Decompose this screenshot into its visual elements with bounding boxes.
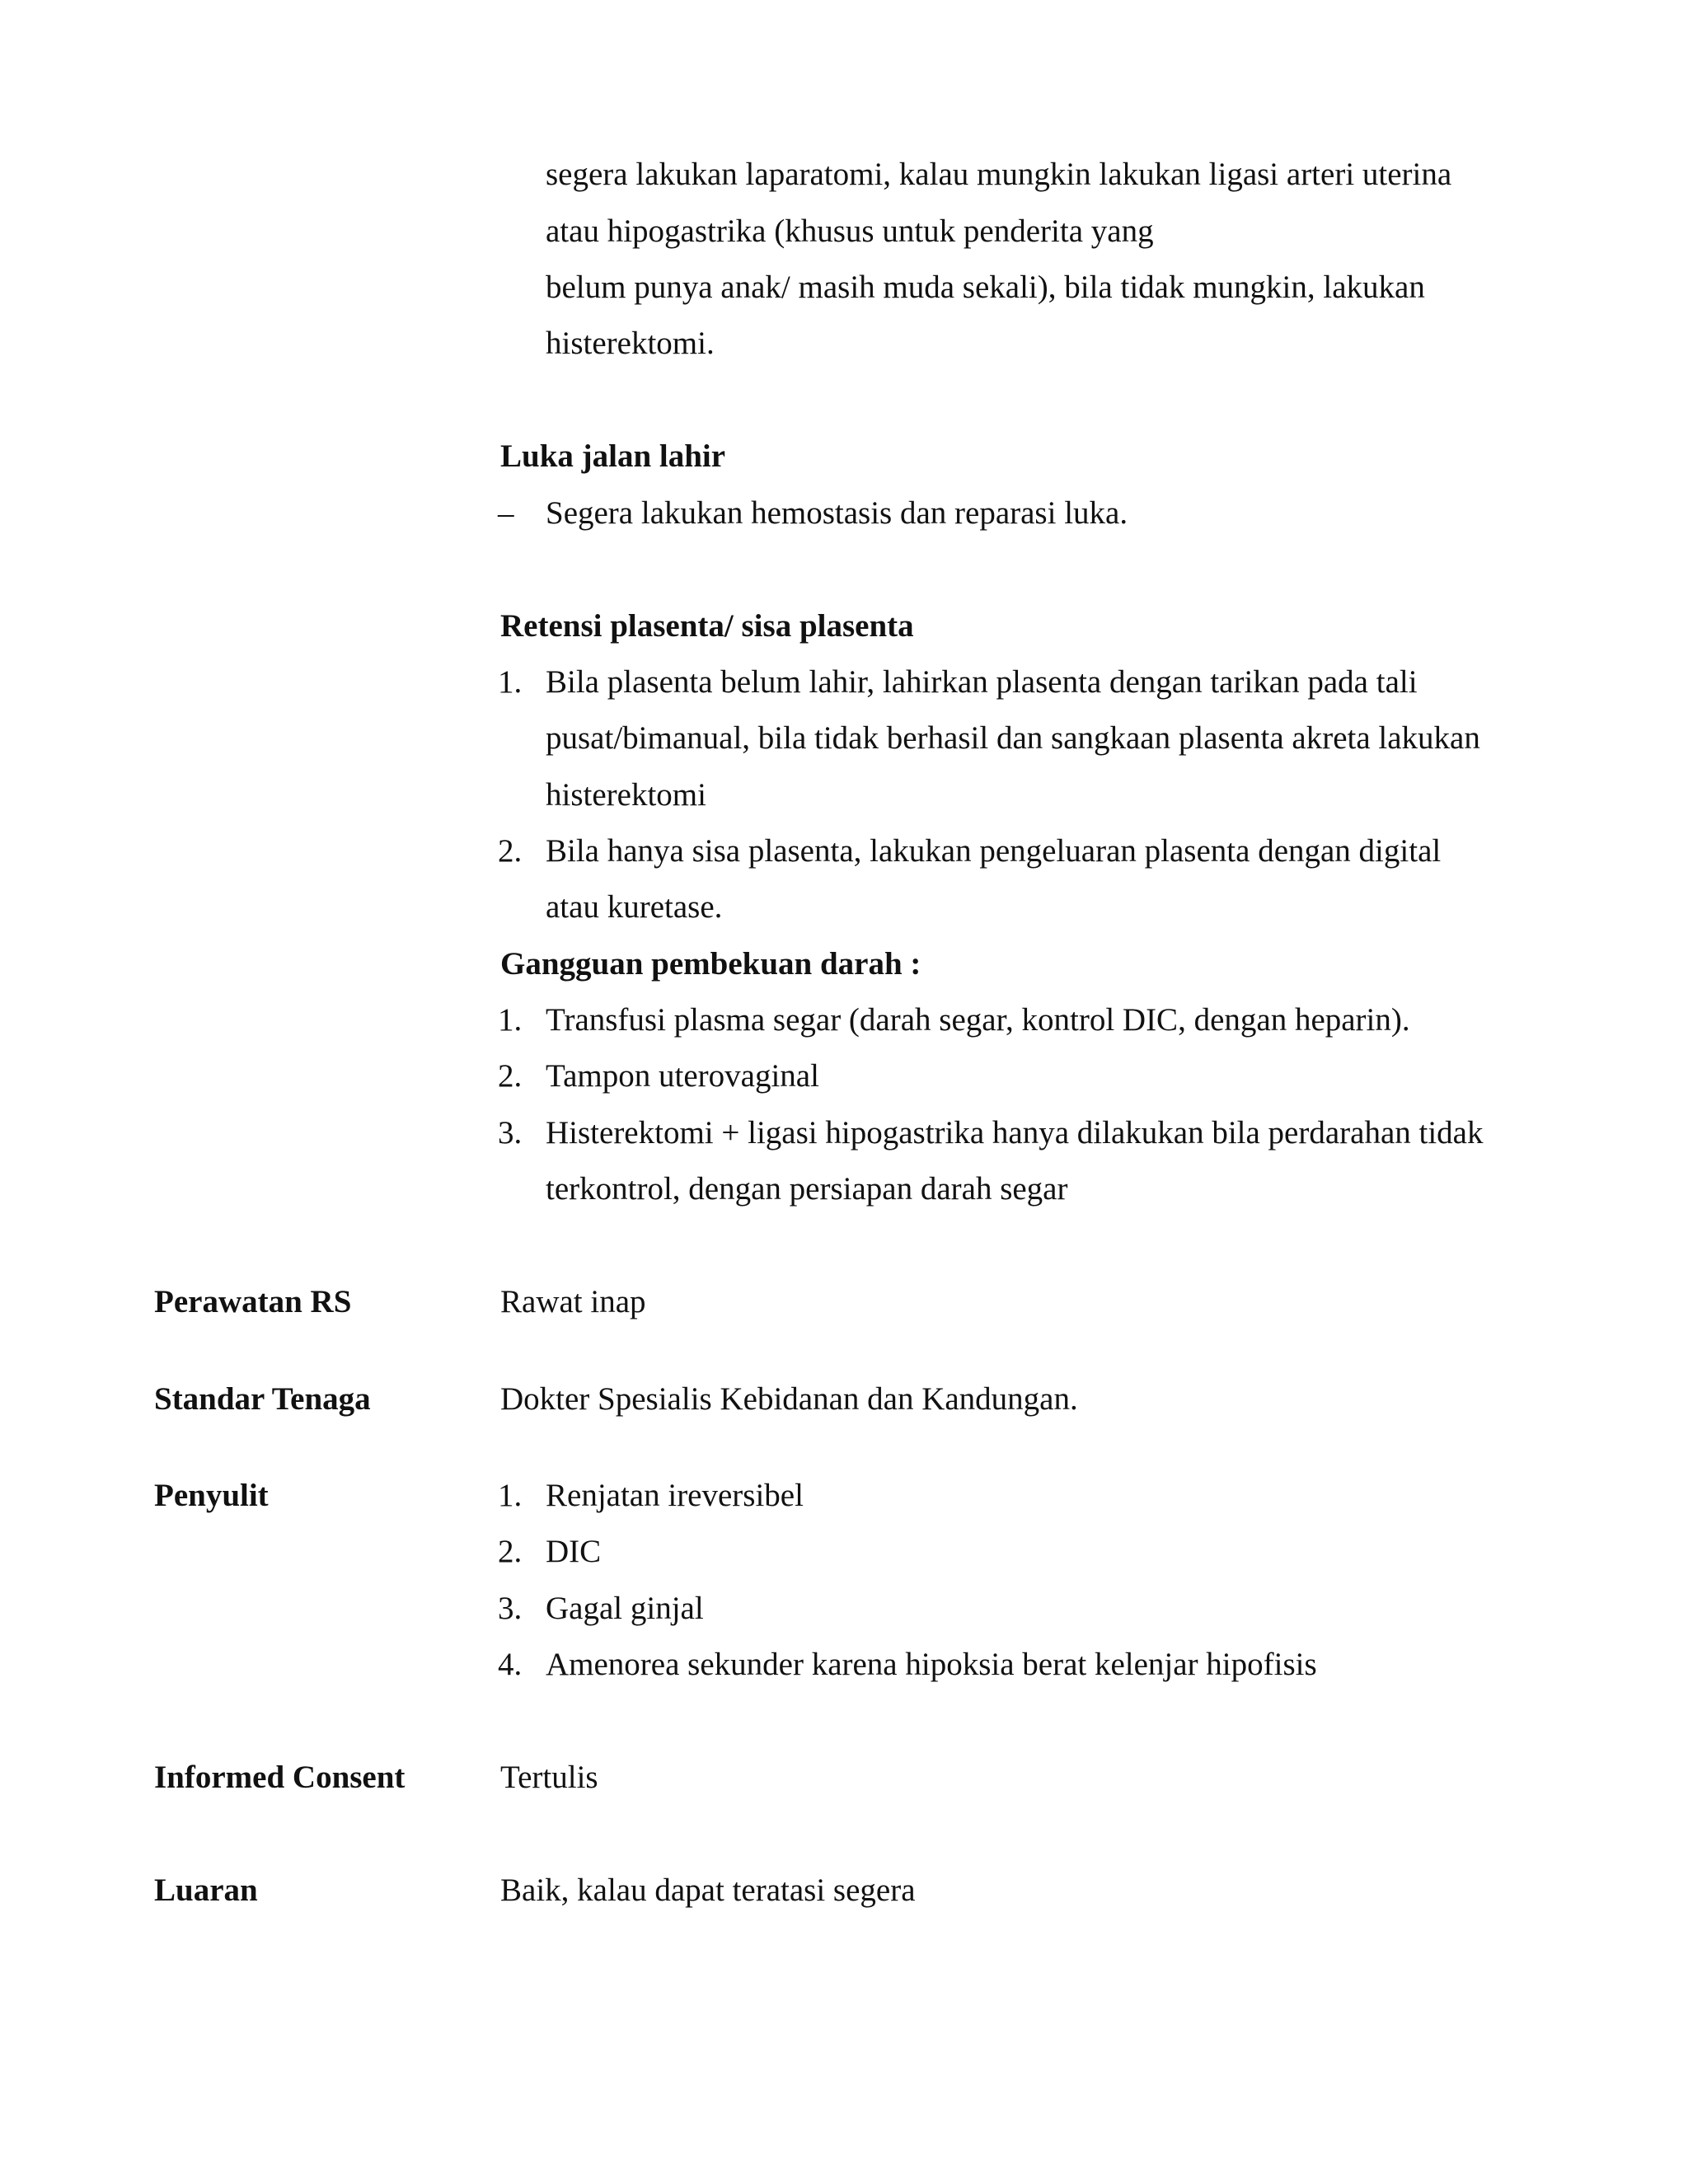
- list-item-continuation: histerektomi: [546, 777, 706, 813]
- list-number: 1.: [498, 1002, 523, 1038]
- list-number: 3.: [498, 1591, 523, 1626]
- list-number: 1.: [498, 664, 523, 700]
- list-item-continuation: pusat/bimanual, bila tidak berhasil dan sangkaan plasenta akreta lakukan: [546, 720, 1480, 756]
- list-item: Segera lakukan hemostasis dan reparasi luka.: [546, 495, 1128, 531]
- field-label-luaran: Luaran: [154, 1872, 258, 1908]
- list-item-continuation: terkontrol, dengan persiapan darah segar: [546, 1171, 1068, 1207]
- list-item: Histerektomi + ligasi hipogastrika hanya dilakukan bila perdarahan tidak: [546, 1115, 1484, 1151]
- list-item: Gagal ginjal: [546, 1591, 704, 1626]
- field-label-informed: Informed Consent: [154, 1760, 406, 1795]
- list-number: 2.: [498, 1058, 523, 1094]
- field-value-informed: Tertulis: [500, 1760, 598, 1795]
- field-value-perawatan: Rawat inap: [500, 1284, 646, 1319]
- section-heading-gangguan: Gangguan pembekuan darah :: [500, 946, 921, 982]
- list-item: Bila plasenta belum lahir, lahirkan plasenta dengan tarikan pada tali: [546, 664, 1418, 700]
- list-item: Bila hanya sisa plasenta, lakukan pengeluaran plasenta dengan digital: [546, 833, 1442, 869]
- section-heading-luka: Luka jalan lahir: [500, 438, 726, 474]
- field-value-luaran: Baik, kalau dapat teratasi segera: [500, 1872, 916, 1908]
- list-item-continuation: atau kuretase.: [546, 889, 723, 925]
- list-item: Tampon uterovaginal: [546, 1058, 819, 1094]
- list-number: 1.: [498, 1478, 523, 1513]
- section-heading-retensi: Retensi plasenta/ sisa plasenta: [500, 608, 914, 644]
- list-item: DIC: [546, 1534, 602, 1569]
- list-number: 2.: [498, 833, 523, 869]
- list-item: Transfusi plasma segar (darah segar, kontrol DIC, dengan heparin).: [546, 1002, 1410, 1038]
- continuation-line: histerektomi.: [546, 326, 715, 361]
- continuation-line: belum punya anak/ masih muda sekali), bila tidak mungkin, lakukan: [546, 269, 1425, 305]
- list-number: 3.: [498, 1115, 523, 1151]
- list-item: Amenorea sekunder karena hipoksia berat kelenjar hipofisis: [546, 1647, 1317, 1682]
- list-number: 4.: [498, 1647, 523, 1682]
- continuation-line: atau hipogastrika (khusus untuk penderita yang: [546, 213, 1154, 249]
- field-label-penyulit: Penyulit: [154, 1478, 269, 1513]
- list-number: 2.: [498, 1534, 523, 1569]
- dash-bullet: –: [498, 495, 514, 531]
- continuation-line: segera lakukan laparatomi, kalau mungkin lakukan ligasi arteri uterina: [546, 157, 1452, 192]
- field-label-standar: Standar Tenaga: [154, 1381, 371, 1417]
- field-value-standar: Dokter Spesialis Kebidanan dan Kandungan.: [500, 1381, 1078, 1417]
- field-label-perawatan: Perawatan RS: [154, 1284, 352, 1319]
- list-item: Renjatan ireversibel: [546, 1478, 804, 1513]
